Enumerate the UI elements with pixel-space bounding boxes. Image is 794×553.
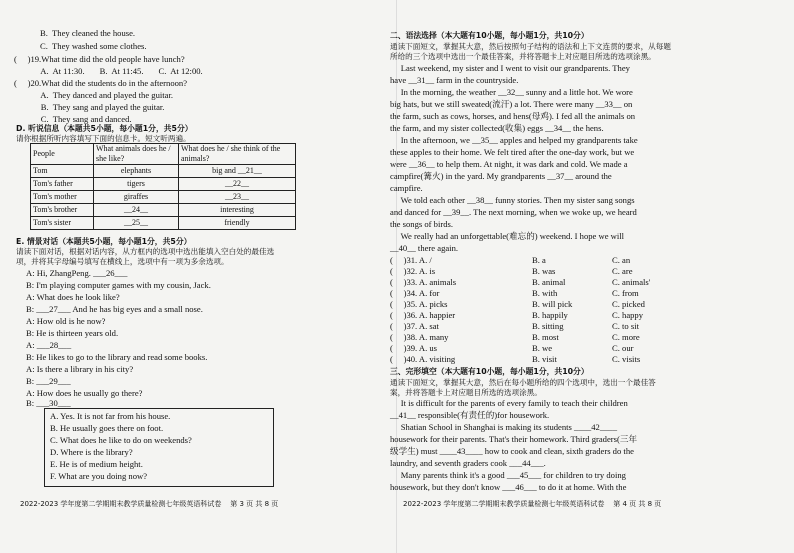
choice-a: ( )31. A. / bbox=[390, 255, 432, 265]
table-cell: __22__ bbox=[179, 178, 296, 191]
passage-line: We told each other __38__ funny stories. Then my sister sang songs bbox=[390, 195, 635, 205]
passage-line: campfire. bbox=[390, 183, 423, 193]
section-e-instructions: 请读下面对话，根据对话内容，从方框内的选项中选出能填入空白处的最佳选 bbox=[16, 247, 275, 256]
choice-a: ( )39. A. us bbox=[390, 343, 438, 353]
passage-line: the songs of birds. bbox=[390, 219, 454, 229]
choice-c: C. our bbox=[612, 343, 634, 353]
dialogue-line: A: How old is he now? bbox=[26, 316, 106, 326]
table-cell: Tom's father bbox=[31, 178, 94, 191]
section-d-instructions: 请你根据所听内容填写下面的信息卡。短文听两遍。 bbox=[16, 134, 191, 143]
dialogue-line: B: He likes to go to the library and read some books. bbox=[26, 352, 208, 362]
question-19: ( )19.What time did the old people have lunch? bbox=[14, 54, 185, 64]
passage-line: big hats, but we still sweated(流汗) a lot. There were many __33__ on bbox=[390, 99, 633, 109]
passage-line: In the afternoon, we __35__ apples and helped my grandparents take bbox=[390, 135, 638, 145]
choice-c: C. happy bbox=[612, 310, 644, 320]
passage-line: were __36__ to help them. At night, it was dark and cold. We made a bbox=[390, 159, 628, 169]
option-item: D. Where is the library? bbox=[50, 447, 133, 457]
text-line: B. They sang and played the guitar. bbox=[30, 102, 165, 112]
section-d-title: D. 听说信息（本题共5小题，每小题1分，共5分） bbox=[16, 124, 193, 133]
choice-b: B. with bbox=[532, 288, 558, 298]
section-2-instructions: 通读下面短文，掌握其大意，然后按照句子结构的语法和上下文连贯的要求，从每题 bbox=[390, 42, 671, 51]
option-item: E. He is of medium height. bbox=[50, 459, 143, 469]
table-cell: big and __21__ bbox=[179, 165, 296, 178]
question-19-options: A. At 11:30. B. At 11:45. C. At 12:00. bbox=[30, 66, 203, 76]
passage-line: In the morning, the weather __32__ sunny and a little hot. We wore bbox=[390, 87, 633, 97]
choice-b: B. animal bbox=[532, 277, 566, 287]
table-cell: Tom bbox=[31, 165, 94, 178]
dialogue-line: A: What does he look like? bbox=[26, 292, 120, 302]
table-header: What animals does he / she like? bbox=[94, 144, 179, 165]
passage-line: __40__ there again. bbox=[390, 243, 459, 253]
dialogue-line: B: I'm playing computer games with my cousin, Jack. bbox=[26, 280, 211, 290]
table-header: People bbox=[31, 144, 94, 165]
choice-c: C. from bbox=[612, 288, 639, 298]
info-card-table bbox=[30, 143, 296, 230]
table-row bbox=[31, 204, 296, 217]
choice-b: B. most bbox=[532, 332, 559, 342]
text-line: B. They cleaned the house. bbox=[40, 28, 136, 38]
choice-c: C. picked bbox=[612, 299, 645, 309]
passage-line: housework, but they don't know ___46___ to do it at home. With the bbox=[390, 482, 627, 492]
dialogue-line: B: He is thirteen years old. bbox=[26, 328, 119, 338]
section-3-instructions: 通读下面短文，掌握其大意，然后在每小题所给的四个选项中，选出一个最佳答 bbox=[390, 378, 656, 387]
section-2-instructions: 所给的三个选项中选出一个最佳答案，并将答题卡上对应题目所选的选项涂黑。 bbox=[390, 52, 656, 61]
choice-a: ( )37. A. sat bbox=[390, 321, 439, 331]
option-item: F. What are you doing now? bbox=[50, 471, 148, 481]
passage-line: We really had an unforgettable(难忘的) weekend. I hope we will bbox=[390, 231, 625, 241]
passage-line: Many parents think it's a good ___45___ for children to try doing bbox=[390, 470, 626, 480]
option-item: B. He usually goes there on foot. bbox=[50, 423, 164, 433]
text-line: A. They danced and played the guitar. bbox=[30, 90, 174, 100]
table-cell: __25__ bbox=[94, 217, 179, 230]
passage-line: Shatian School in Shanghai is making its students ____42____ bbox=[390, 422, 618, 432]
passage-line: these apples to their home. We felt tired after the one-day work, but we bbox=[390, 147, 635, 157]
choice-a: ( )36. A. happier bbox=[390, 310, 456, 320]
choice-b: B. was bbox=[532, 266, 556, 276]
option-item: A. Yes. It is not far from his house. bbox=[50, 411, 171, 421]
section-3-instructions: 案，并将答题卡上对应题目所选的选项涂黑。 bbox=[390, 388, 542, 397]
passage-line: and danced for __39__. The next morning, when we woke up, we heard bbox=[390, 207, 637, 217]
dialogue-line: A: Is there a library in his city? bbox=[26, 364, 134, 374]
choice-b: B. sitting bbox=[532, 321, 564, 331]
section-3-title: 三、完形填空（本大题有10小题，每小题1分，共10分） bbox=[390, 367, 589, 376]
table-header: What does he / she think of the animals? bbox=[179, 144, 296, 165]
page-footer: 2022-2023 学年度第二学期期末教学质量检测七年级英语科试卷 第 3 页 共 8 页 bbox=[20, 500, 279, 508]
dialogue-line: B: ___30___ bbox=[26, 398, 71, 408]
choice-a: ( )34. A. for bbox=[390, 288, 440, 298]
table-cell: friendly bbox=[179, 217, 296, 230]
table-row bbox=[31, 165, 296, 178]
table-cell: __24__ bbox=[94, 204, 179, 217]
page-footer: 2022-2023 学年度第二学期期末教学质量检测七年级英语科试卷 第 4 页 共 8 页 bbox=[403, 500, 662, 508]
passage-line: laundry, and seventh graders cook ___44___. bbox=[390, 458, 546, 468]
dialogue-line: A: Hi, ZhangPeng. ___26___ bbox=[26, 268, 128, 278]
passage-line: 级学生) must ____43____ how to cook and clean, sixth graders do the bbox=[390, 446, 634, 456]
choice-b: B. will pick bbox=[532, 299, 573, 309]
passage-line: __41__ responsible(有责任的)for housework. bbox=[390, 410, 550, 420]
table-cell: giraffes bbox=[94, 191, 179, 204]
dialogue-line: A: How does he usually go there? bbox=[26, 388, 143, 398]
section-e-title: E. 情景对话（本题共5小题，每小题1分，共5分） bbox=[16, 237, 192, 246]
dialogue-line: B: ___29___ bbox=[26, 376, 71, 386]
choice-a: ( )33. A. animals bbox=[390, 277, 457, 287]
table-cell: tigers bbox=[94, 178, 179, 191]
choice-b: B. we bbox=[532, 343, 553, 353]
choice-c: C. an bbox=[612, 255, 631, 265]
option-item: C. What does he like to do on weekends? bbox=[50, 435, 192, 445]
choice-c: C. to sit bbox=[612, 321, 639, 331]
table-row bbox=[31, 191, 296, 204]
table-cell: Tom's mother bbox=[31, 191, 94, 204]
choice-a: ( )40. A. visiting bbox=[390, 354, 456, 364]
section-2-title: 二、语法选择（本大题有10小题，每小题1分，共10分） bbox=[390, 31, 589, 40]
choice-a: ( )32. A. is bbox=[390, 266, 436, 276]
passage-line: It is difficult for the parents of every family to teach their children bbox=[390, 398, 628, 408]
question-20: ( )20.What did the students do in the afternoon? bbox=[14, 78, 188, 88]
passage-line: the farm, and my sister collected(收集) eggs __34__ the hens. bbox=[390, 123, 604, 133]
choice-c: C. animals' bbox=[612, 277, 651, 287]
table-cell: Tom's brother bbox=[31, 204, 94, 217]
table-cell: __23__ bbox=[179, 191, 296, 204]
passage-line: Last weekend, my sister and I went to visit our grandparents. They bbox=[390, 63, 630, 73]
choice-c: C. are bbox=[612, 266, 633, 276]
choice-a: ( )35. A. picks bbox=[390, 299, 448, 309]
text-line: C. They washed some clothes. bbox=[40, 41, 147, 51]
choice-c: C. more bbox=[612, 332, 640, 342]
choice-b: B. a bbox=[532, 255, 546, 265]
choice-b: B. happily bbox=[532, 310, 568, 320]
choice-b: B. visit bbox=[532, 354, 557, 364]
section-e-instructions: 项，并将其字母编号填写在横线上，选项中有一项为多余选项。 bbox=[16, 257, 229, 266]
passage-line: the farm, such as cows, horses, and hens(母鸡). I fed all the animals on bbox=[390, 111, 636, 121]
passage-line: housework for their parents. That's their homework. Third graders(三年 bbox=[390, 434, 638, 444]
table-cell: Tom's sister bbox=[31, 217, 94, 230]
table-cell: interesting bbox=[179, 204, 296, 217]
dialogue-line: A: ___28___ bbox=[26, 340, 72, 350]
passage-line: campfire(篝火) in the yard. My grandparents __37__ around the bbox=[390, 171, 612, 181]
table-row bbox=[31, 217, 296, 230]
passage-line: have __31__ farm in the countryside. bbox=[390, 75, 519, 85]
table-row bbox=[31, 178, 296, 191]
choice-c: C. visits bbox=[612, 354, 641, 364]
table-cell: elephants bbox=[94, 165, 179, 178]
right-page bbox=[390, 0, 794, 553]
text-line: C. They sang and danced. bbox=[30, 114, 132, 124]
dialogue-line: B: ___27___ And he has big eyes and a small nose. bbox=[26, 304, 203, 314]
choice-a: ( )38. A. many bbox=[390, 332, 449, 342]
